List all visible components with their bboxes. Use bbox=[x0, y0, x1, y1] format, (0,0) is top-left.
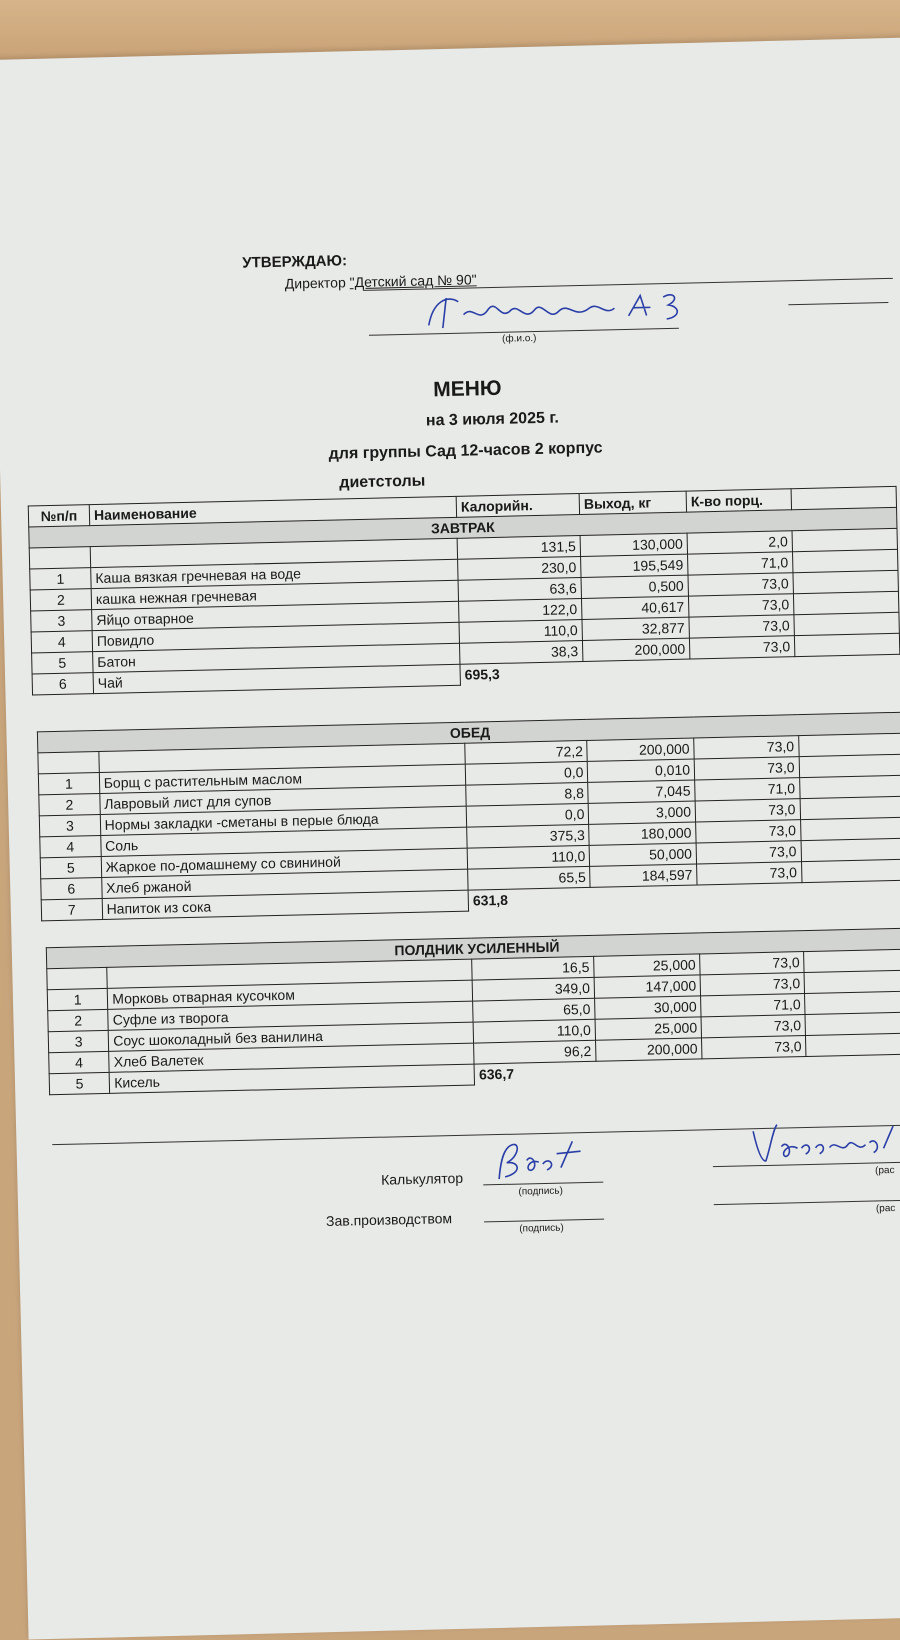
row-portions: 71,0 bbox=[695, 778, 800, 801]
row-output: 130,000 bbox=[580, 533, 687, 556]
prod-signature-line bbox=[484, 1219, 604, 1223]
row-number: 6 bbox=[32, 673, 93, 695]
row-extra bbox=[798, 733, 900, 756]
row-portions: 73,0 bbox=[702, 1036, 806, 1059]
row-portions: 2,0 bbox=[687, 531, 792, 554]
row-calories: 63,6 bbox=[458, 578, 581, 602]
empty-cell bbox=[806, 1054, 900, 1077]
row-name: кашка нежная гречневая bbox=[91, 580, 458, 609]
row-calories: 110,0 bbox=[473, 1019, 595, 1043]
row-number: 4 bbox=[40, 835, 101, 857]
row-extra bbox=[804, 949, 900, 972]
col-extra-header bbox=[791, 486, 896, 509]
row-output: 200,000 bbox=[587, 738, 694, 761]
row-name: Хлеб ржаной bbox=[101, 869, 468, 898]
row-extra bbox=[801, 859, 900, 882]
row-number: 1 bbox=[47, 988, 108, 1010]
row-portions: 71,0 bbox=[688, 552, 793, 575]
empty-cell bbox=[795, 654, 900, 677]
row-calories: 122,0 bbox=[459, 599, 582, 623]
row-number: 3 bbox=[39, 814, 100, 836]
row-number bbox=[47, 967, 108, 989]
row-name: Морковь отварная кусочком bbox=[108, 980, 473, 1009]
row-output: 25,000 bbox=[594, 954, 701, 977]
row-extra bbox=[793, 591, 898, 614]
approve-heading: УТВЕРЖДАЮ: bbox=[242, 252, 348, 272]
row-calories: 0,0 bbox=[466, 803, 589, 827]
row-calories: 375,3 bbox=[467, 824, 590, 848]
row-calories: 110,0 bbox=[467, 845, 590, 869]
row-output: 3,000 bbox=[589, 801, 696, 824]
row-extra bbox=[800, 817, 900, 840]
empty-cell bbox=[802, 880, 900, 903]
row-calories: 8,8 bbox=[466, 782, 589, 806]
row-portions: 73,0 bbox=[688, 594, 793, 617]
row-portions: 73,0 bbox=[700, 973, 804, 996]
row-name: Каша вязкая гречневая на воде bbox=[91, 559, 458, 588]
row-calories: 0,0 bbox=[465, 761, 588, 785]
row-portions: 73,0 bbox=[689, 636, 794, 659]
row-name: Соль bbox=[100, 827, 467, 856]
row-portions: 73,0 bbox=[697, 862, 802, 885]
row-name: Яйцо отварное bbox=[92, 601, 459, 630]
row-number: 4 bbox=[31, 631, 92, 653]
row-name: Жаркое по-домашнему со свининой bbox=[101, 848, 468, 877]
row-output: 0,010 bbox=[588, 759, 695, 782]
col-por-header: К-во порц. bbox=[686, 489, 791, 512]
empty-cell bbox=[596, 1059, 703, 1082]
row-extra bbox=[804, 970, 900, 993]
row-name: Кисель bbox=[109, 1064, 474, 1093]
row-portions: 73,0 bbox=[689, 615, 794, 638]
row-number: 1 bbox=[30, 568, 91, 590]
col-num-header: №п/п bbox=[28, 505, 89, 527]
row-output: 147,000 bbox=[594, 975, 701, 998]
right-caption-1: (рас bbox=[874, 1165, 895, 1177]
row-number: 2 bbox=[39, 794, 100, 816]
row-number: 5 bbox=[40, 856, 101, 878]
row-portions: 71,0 bbox=[701, 994, 805, 1017]
row-number: 7 bbox=[41, 898, 102, 920]
breakfast-table bbox=[28, 486, 900, 696]
row-portions: 73,0 bbox=[688, 573, 793, 596]
empty-cell bbox=[697, 883, 802, 906]
row-name: Соус шоколадный без ванилина bbox=[109, 1022, 474, 1051]
row-extra bbox=[805, 991, 900, 1014]
row-output: 0,500 bbox=[581, 575, 688, 598]
row-number bbox=[38, 752, 99, 774]
section-total: 695,3 bbox=[464, 666, 500, 683]
row-output: 195,549 bbox=[581, 554, 688, 577]
row-name: Чай bbox=[93, 664, 460, 693]
row-extra bbox=[792, 549, 897, 572]
empty-cell bbox=[690, 657, 795, 680]
row-name: Суфле из творога bbox=[108, 1001, 473, 1030]
calc-signature bbox=[490, 1137, 591, 1184]
section-total: 631,8 bbox=[472, 892, 509, 909]
empty-cell bbox=[702, 1057, 806, 1080]
row-calories: 349,0 bbox=[472, 977, 594, 1001]
row-portions: 73,0 bbox=[700, 952, 804, 975]
col-name-header: Наименование bbox=[89, 496, 456, 525]
row-extra bbox=[792, 528, 897, 551]
row-output: 200,000 bbox=[582, 638, 689, 661]
menu-diet: диетстолы bbox=[339, 472, 426, 492]
fio-caption: (ф.и.о.) bbox=[501, 332, 537, 345]
row-extra bbox=[805, 1012, 900, 1035]
row-number: 3 bbox=[48, 1030, 109, 1052]
lunch-table bbox=[37, 712, 900, 922]
empty-cell bbox=[583, 659, 690, 682]
section-title: ПОЛДНИК УСИЛЕННЫЙ bbox=[46, 928, 900, 969]
row-portions: 73,0 bbox=[696, 841, 801, 864]
right-signature-line-2 bbox=[714, 1200, 900, 1206]
row-number: 4 bbox=[49, 1051, 110, 1073]
row-name: Борщ с растительным маслом bbox=[99, 764, 466, 793]
row-calories: 38,3 bbox=[459, 641, 582, 665]
row-extra bbox=[799, 775, 900, 798]
row-number: 1 bbox=[38, 773, 99, 795]
row-extra bbox=[806, 1033, 900, 1056]
prod-caption: (подпись) bbox=[519, 1222, 564, 1235]
row-output: 40,617 bbox=[582, 596, 689, 619]
signature-underline-right bbox=[788, 302, 888, 305]
empty-cell bbox=[591, 885, 698, 908]
row-portions: 73,0 bbox=[694, 757, 799, 780]
row-calories: 230,0 bbox=[458, 557, 581, 581]
row-portions: 73,0 bbox=[696, 820, 801, 843]
col-out-header: Выход, кг bbox=[579, 491, 686, 514]
row-number: 5 bbox=[32, 652, 93, 674]
row-output: 50,000 bbox=[590, 843, 697, 866]
row-output: 7,045 bbox=[588, 780, 695, 803]
calc-label: Калькулятор bbox=[380, 1169, 464, 1188]
director-label: Директор bbox=[284, 274, 346, 292]
row-extra bbox=[794, 612, 899, 635]
row-number: 3 bbox=[31, 610, 92, 632]
page-title: МЕНЮ bbox=[432, 376, 502, 402]
row-extra bbox=[794, 633, 899, 656]
row-name: Лавровый лист для супов bbox=[99, 785, 466, 814]
section-title: ОБЕД bbox=[37, 712, 900, 753]
row-name: Повидло bbox=[92, 622, 459, 651]
row-name: Хлеб Валетек bbox=[109, 1043, 474, 1072]
row-output: 30,000 bbox=[595, 996, 702, 1019]
calc-caption: (подпись) bbox=[518, 1185, 564, 1198]
row-calories: 65,0 bbox=[473, 998, 595, 1022]
row-extra bbox=[793, 570, 898, 593]
director-org: "Детский сад № 90" bbox=[349, 271, 477, 291]
row-number: 2 bbox=[48, 1009, 109, 1031]
row-output: 180,000 bbox=[589, 822, 696, 845]
row-name: Напиток из сока bbox=[102, 890, 469, 919]
row-calories: 96,2 bbox=[474, 1040, 596, 1064]
col-cal-header: Калорийн. bbox=[456, 494, 579, 518]
section-title: ЗАВТРАК bbox=[29, 507, 897, 548]
row-calories: 131,5 bbox=[457, 536, 580, 560]
right-signature bbox=[747, 1118, 900, 1167]
row-extra bbox=[801, 838, 900, 861]
section-total: 636,7 bbox=[478, 1065, 515, 1083]
snack-table bbox=[46, 928, 900, 1096]
row-portions: 73,0 bbox=[694, 736, 799, 759]
row-output: 200,000 bbox=[596, 1038, 703, 1061]
row-output: 25,000 bbox=[595, 1017, 702, 1040]
row-number: 5 bbox=[49, 1072, 110, 1094]
row-calories: 65,5 bbox=[468, 866, 591, 890]
row-portions: 73,0 bbox=[701, 1015, 805, 1038]
menu-group: для группы Сад 12-часов 2 корпус bbox=[328, 439, 603, 463]
row-number: 2 bbox=[30, 589, 91, 611]
row-calories: 16,5 bbox=[472, 956, 594, 980]
row-output: 184,597 bbox=[590, 864, 697, 887]
row-portions: 73,0 bbox=[695, 799, 800, 822]
row-name: Батон bbox=[93, 643, 460, 672]
row-output: 32,877 bbox=[582, 617, 689, 640]
row-calories: 110,0 bbox=[459, 620, 582, 644]
row-extra bbox=[799, 754, 900, 777]
row-number bbox=[29, 547, 90, 569]
right-caption-2: (рас bbox=[875, 1203, 896, 1215]
row-number: 6 bbox=[41, 877, 102, 899]
prod-label: Зав.производством bbox=[325, 1210, 453, 1229]
row-name: Нормы закладки -сметаны в перые блюда bbox=[100, 806, 467, 835]
row-calories: 72,2 bbox=[465, 740, 588, 764]
row-extra bbox=[800, 796, 900, 819]
menu-date: на 3 июля 2025 г. bbox=[425, 409, 560, 430]
